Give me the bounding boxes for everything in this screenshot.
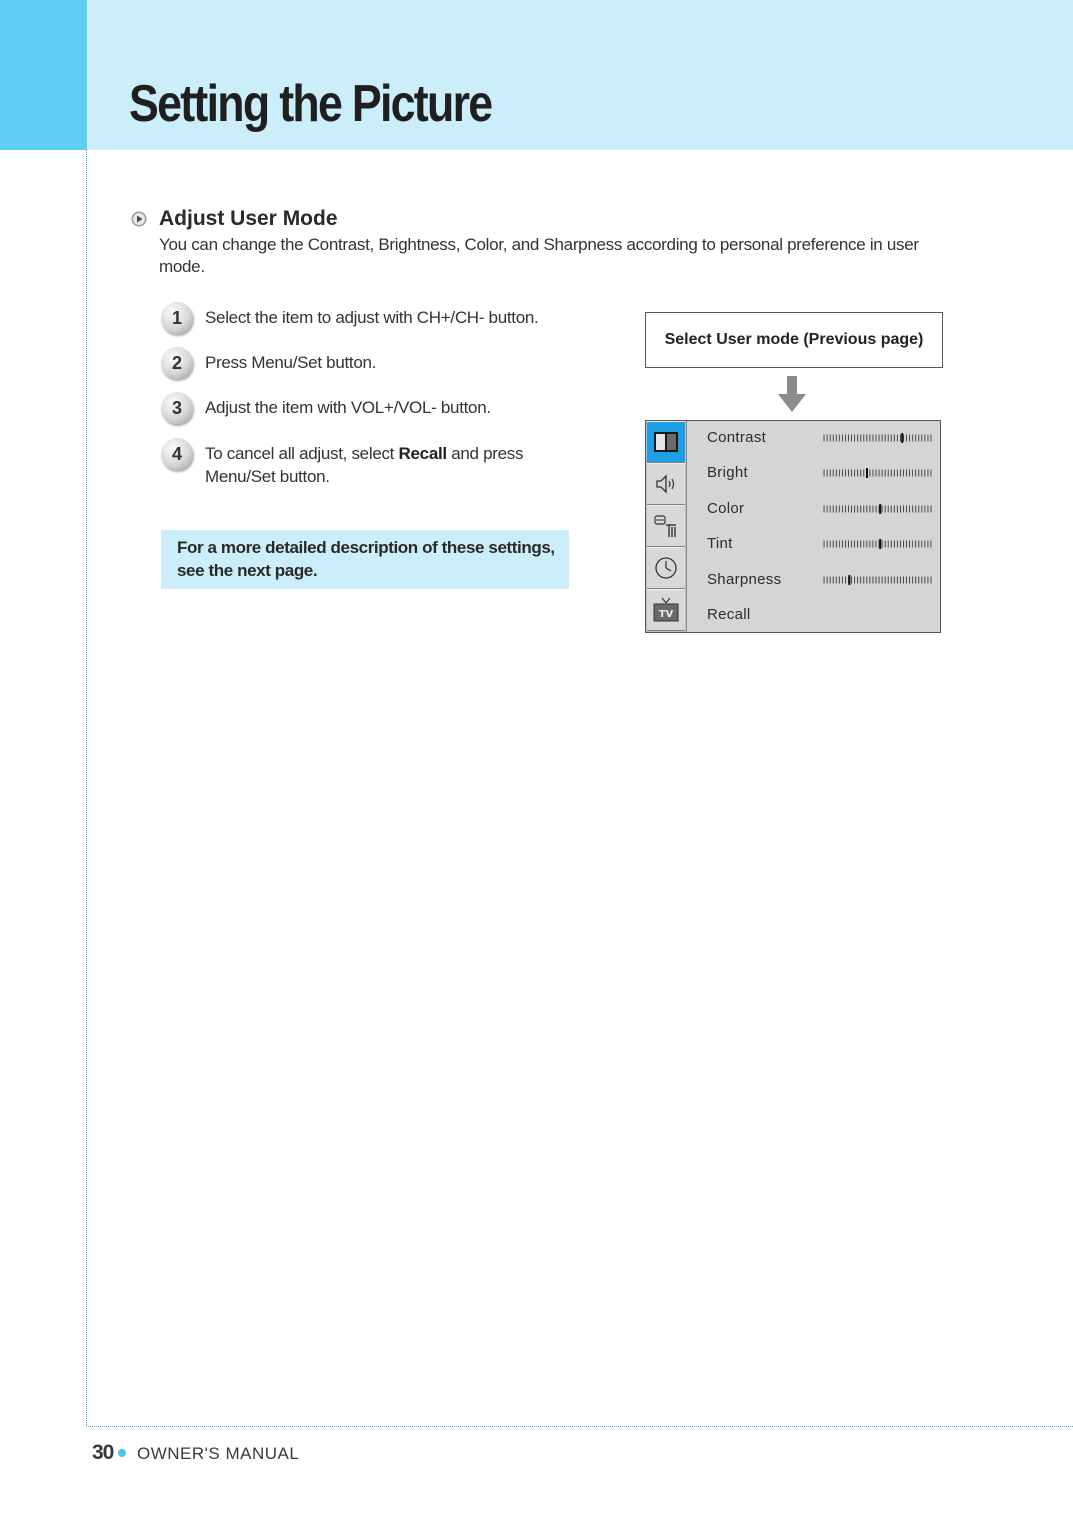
osd-bar-tick <box>863 541 864 548</box>
footer-dot <box>118 1449 126 1457</box>
osd-bar-tick <box>845 435 846 442</box>
osd-item-label: Contrast <box>707 429 767 446</box>
osd-bar-tick <box>915 577 916 584</box>
down-arrow-icon <box>778 376 806 412</box>
osd-bar-tick <box>851 541 852 548</box>
osd-bar-tick <box>827 506 828 513</box>
osd-item-bright[interactable] <box>707 461 937 485</box>
osd-bar-tick <box>866 435 867 442</box>
osd-bar-tick <box>888 541 889 548</box>
osd-bar-tick <box>863 435 864 442</box>
osd-bar-tick <box>924 435 925 442</box>
osd-bar-tick <box>866 577 867 584</box>
osd-bar-tick <box>897 541 898 548</box>
osd-bar-tick <box>909 435 910 442</box>
osd-bar-tick <box>848 470 849 477</box>
osd-bar-tick <box>824 577 825 584</box>
osd-bar-tick <box>842 541 843 548</box>
osd-bar-tick <box>876 435 877 442</box>
osd-bar-tick <box>918 506 919 513</box>
osd-level-bar <box>823 433 933 443</box>
osd-bar-tick <box>836 577 837 584</box>
osd-bar-tick <box>885 470 886 477</box>
osd-bar-tick <box>827 541 828 548</box>
note-box <box>161 530 569 589</box>
osd-level-bar <box>823 575 933 585</box>
osd-item-contrast[interactable] <box>707 426 937 450</box>
osd-bar-tick <box>845 577 846 584</box>
osd-bar-tick <box>824 541 825 548</box>
osd-bar-tick <box>854 506 855 513</box>
osd-bar-tick <box>931 435 932 442</box>
osd-level-bar <box>823 468 933 478</box>
osd-bar-marker <box>866 468 868 478</box>
osd-bar-tick <box>882 577 883 584</box>
osd-bar-tick <box>879 435 880 442</box>
osd-bar-tick <box>851 435 852 442</box>
osd-bar-tick <box>872 577 873 584</box>
osd-bar-tick <box>906 577 907 584</box>
osd-bar-tick <box>860 506 861 513</box>
osd-bar-tick <box>863 506 864 513</box>
osd-bar-tick <box>921 435 922 442</box>
osd-bar-tick <box>872 470 873 477</box>
section-intro: You can change the Contrast, Brightness, Color, and Sharpness according to personal preference in user mode. <box>159 235 919 276</box>
osd-bar-tick <box>903 470 904 477</box>
select-mode-box <box>645 312 943 368</box>
osd-bar-tick <box>903 506 904 513</box>
osd-bar-tick <box>912 577 913 584</box>
osd-bar-tick <box>912 470 913 477</box>
osd-bar-tick <box>876 577 877 584</box>
osd-bar-tick <box>900 506 901 513</box>
osd-bar-tick <box>848 541 849 548</box>
osd-bar-tick <box>891 435 892 442</box>
osd-bar-tick <box>857 577 858 584</box>
osd-bar-tick <box>830 541 831 548</box>
osd-bar-tick <box>824 470 825 477</box>
osd-bar-tick <box>857 470 858 477</box>
osd-bar-tick <box>839 577 840 584</box>
osd-bar-tick <box>833 470 834 477</box>
osd-bar-tick <box>897 577 898 584</box>
step-text-after: and press Menu/Set button. <box>205 444 524 486</box>
osd-bar-tick <box>921 577 922 584</box>
osd-item-label: Bright <box>707 464 748 481</box>
picture-icon <box>653 429 679 455</box>
osd-bar-tick <box>830 506 831 513</box>
osd-bar-tick <box>833 541 834 548</box>
osd-bar-tick <box>885 506 886 513</box>
osd-bar-tick <box>927 577 928 584</box>
osd-bar-tick <box>897 435 898 442</box>
osd-bar-tick <box>857 506 858 513</box>
osd-bar-tick <box>900 435 901 442</box>
osd-bar-tick <box>851 506 852 513</box>
osd-bar-tick <box>854 541 855 548</box>
osd-bar-tick <box>869 435 870 442</box>
osd-bar-tick <box>909 541 910 548</box>
note-text: For a more detailed description of these settings, see the next page. <box>177 538 555 580</box>
osd-bar-tick <box>903 541 904 548</box>
osd-bar-tick <box>876 470 877 477</box>
recall-keyword: Recall <box>398 444 447 463</box>
osd-bar-tick <box>839 506 840 513</box>
osd-item-label: Sharpness <box>707 571 782 588</box>
osd-bar-tick <box>909 577 910 584</box>
osd-sidebar <box>646 421 687 632</box>
osd-bar-tick <box>915 470 916 477</box>
tv-icon <box>653 597 679 623</box>
osd-bar-tick <box>827 435 828 442</box>
osd-bar-tick <box>866 506 867 513</box>
osd-bar-tick <box>918 541 919 548</box>
step-number-badge: 1 <box>161 302 193 334</box>
osd-bar-tick <box>882 435 883 442</box>
osd-bar-tick <box>927 435 928 442</box>
osd-bar-tick <box>863 577 864 584</box>
osd-bar-tick <box>931 506 932 513</box>
osd-tab-timer <box>647 547 685 589</box>
osd-bar-tick <box>833 506 834 513</box>
osd-bar-tick <box>836 541 837 548</box>
osd-bar-tick <box>888 577 889 584</box>
osd-bar-tick <box>900 541 901 548</box>
osd-bar-tick <box>891 506 892 513</box>
osd-bar-tick <box>869 506 870 513</box>
osd-bar-tick <box>842 470 843 477</box>
svg-text:TV: TV <box>658 609 674 620</box>
osd-bar-tick <box>924 577 925 584</box>
osd-bar-tick <box>912 435 913 442</box>
osd-bar-tick <box>869 470 870 477</box>
osd-bar-tick <box>909 470 910 477</box>
osd-bar-tick <box>872 435 873 442</box>
header-tab <box>0 0 87 150</box>
osd-bar-tick <box>872 506 873 513</box>
osd-bar-tick <box>921 541 922 548</box>
osd-bar-tick <box>915 541 916 548</box>
osd-bar-tick <box>845 506 846 513</box>
osd-bar-tick <box>827 577 828 584</box>
osd-bar-tick <box>927 541 928 548</box>
osd-bar-tick <box>894 470 895 477</box>
osd-bar-tick <box>927 470 928 477</box>
osd-item-label: Color <box>707 500 745 517</box>
osd-bar-tick <box>921 470 922 477</box>
osd-bar-tick <box>836 470 837 477</box>
osd-bar-tick <box>824 435 825 442</box>
osd-bar-tick <box>842 577 843 584</box>
osd-bar-tick <box>836 435 837 442</box>
osd-item-tint[interactable] <box>707 532 937 556</box>
osd-bar-tick <box>833 435 834 442</box>
osd-bar-tick <box>894 541 895 548</box>
sound-icon <box>653 471 679 497</box>
osd-bar-tick <box>885 435 886 442</box>
osd-bar-tick <box>924 470 925 477</box>
osd-bar-tick <box>915 506 916 513</box>
osd-item-color[interactable] <box>707 497 937 521</box>
step-text <box>205 442 565 488</box>
osd-bar-tick <box>906 470 907 477</box>
osd-bar-tick <box>879 577 880 584</box>
osd-bar-tick <box>924 541 925 548</box>
osd-bar-tick <box>931 541 932 548</box>
osd-bar-tick <box>860 435 861 442</box>
osd-bar-tick <box>906 506 907 513</box>
osd-bar-marker <box>848 575 850 585</box>
osd-bar-tick <box>863 470 864 477</box>
osd-level-bar <box>823 504 933 514</box>
osd-bar-tick <box>851 577 852 584</box>
osd-bar-tick <box>860 577 861 584</box>
osd-bar-tick <box>921 506 922 513</box>
osd-bar-tick <box>854 435 855 442</box>
osd-bar-tick <box>869 577 870 584</box>
osd-bar-tick <box>839 541 840 548</box>
osd-bar-tick <box>869 541 870 548</box>
step-number-badge: 3 <box>161 392 193 424</box>
osd-bar-tick <box>860 541 861 548</box>
osd-item-label: Recall <box>707 606 751 623</box>
osd-bar-tick <box>931 470 932 477</box>
osd-bar-tick <box>909 506 910 513</box>
osd-bar-tick <box>848 435 849 442</box>
clock-icon <box>653 555 679 581</box>
osd-bar-tick <box>891 470 892 477</box>
osd-bar-tick <box>857 435 858 442</box>
osd-item-sharpness[interactable] <box>707 568 937 592</box>
osd-bar-tick <box>897 470 898 477</box>
osd-bar-tick <box>830 470 831 477</box>
osd-bar-tick <box>912 506 913 513</box>
osd-bar-tick <box>891 577 892 584</box>
osd-bar-tick <box>876 506 877 513</box>
osd-bar-tick <box>912 541 913 548</box>
step-number-badge: 4 <box>161 438 193 470</box>
osd-tab-sound <box>647 463 685 505</box>
osd-level-bar <box>823 539 933 549</box>
step-text: Press Menu/Set button. <box>205 353 377 372</box>
osd-tab-picture <box>647 421 685 463</box>
osd-bar-tick <box>830 577 831 584</box>
osd-bar-tick <box>833 577 834 584</box>
osd-menu <box>645 420 941 633</box>
osd-bar-tick <box>857 541 858 548</box>
osd-bar-tick <box>882 506 883 513</box>
osd-bar-tick <box>854 577 855 584</box>
osd-bar-tick <box>903 577 904 584</box>
osd-bar-tick <box>915 435 916 442</box>
osd-bar-tick <box>824 506 825 513</box>
bottom-rule <box>86 1426 1073 1427</box>
osd-tab-tools <box>647 505 685 547</box>
osd-bar-tick <box>894 577 895 584</box>
osd-bar-tick <box>927 506 928 513</box>
osd-bar-tick <box>894 506 895 513</box>
osd-bar-tick <box>888 506 889 513</box>
step-text: Select the item to adjust with CH+/CH- button. <box>205 308 539 327</box>
osd-bar-tick <box>845 470 846 477</box>
osd-bar-tick <box>918 435 919 442</box>
osd-bar-tick <box>918 470 919 477</box>
section-bullet-icon <box>131 211 147 227</box>
osd-bar-tick <box>888 470 889 477</box>
osd-bar-tick <box>906 435 907 442</box>
left-margin-rule <box>86 150 87 1427</box>
step-number-badge: 2 <box>161 347 193 379</box>
osd-bar-tick <box>842 435 843 442</box>
osd-bar-tick <box>839 435 840 442</box>
osd-bar-tick <box>854 470 855 477</box>
osd-bar-marker <box>879 539 881 549</box>
osd-bar-tick <box>860 470 861 477</box>
osd-bar-tick <box>918 577 919 584</box>
osd-bar-marker <box>879 504 881 514</box>
osd-item-label: Tint <box>707 535 733 552</box>
osd-bar-tick <box>866 541 867 548</box>
osd-bar-tick <box>891 541 892 548</box>
osd-bar-tick <box>851 470 852 477</box>
osd-bar-tick <box>906 541 907 548</box>
osd-bar-tick <box>845 541 846 548</box>
osd-bar-tick <box>830 435 831 442</box>
osd-bar-tick <box>885 577 886 584</box>
page-number: 30 <box>92 1441 114 1464</box>
osd-tab-tv <box>647 589 685 631</box>
osd-bar-marker <box>901 433 903 443</box>
osd-bar-tick <box>888 435 889 442</box>
osd-bar-tick <box>876 541 877 548</box>
tools-icon <box>653 513 679 539</box>
osd-bar-tick <box>900 577 901 584</box>
osd-bar-tick <box>900 470 901 477</box>
osd-bar-tick <box>894 435 895 442</box>
page-title: Setting the Picture <box>129 75 492 133</box>
step-text: Adjust the item with VOL+/VOL- button. <box>205 398 491 417</box>
osd-bar-tick <box>885 541 886 548</box>
osd-bar-tick <box>839 470 840 477</box>
osd-bar-tick <box>842 506 843 513</box>
section-title: Adjust User Mode <box>159 207 338 230</box>
step-text-before: To cancel all adjust, select <box>205 444 399 463</box>
osd-bar-tick <box>879 470 880 477</box>
osd-bar-tick <box>882 470 883 477</box>
osd-bar-tick <box>882 541 883 548</box>
osd-bar-tick <box>848 506 849 513</box>
osd-item-recall[interactable] <box>707 603 937 627</box>
osd-bar-tick <box>872 541 873 548</box>
osd-bar-tick <box>897 506 898 513</box>
osd-bar-tick <box>836 506 837 513</box>
footer-label: OWNER'S MANUAL <box>137 1444 300 1463</box>
osd-bar-tick <box>827 470 828 477</box>
osd-bar-tick <box>931 577 932 584</box>
osd-bar-tick <box>924 506 925 513</box>
select-mode-label: Select User mode (Previous page) <box>664 331 924 348</box>
